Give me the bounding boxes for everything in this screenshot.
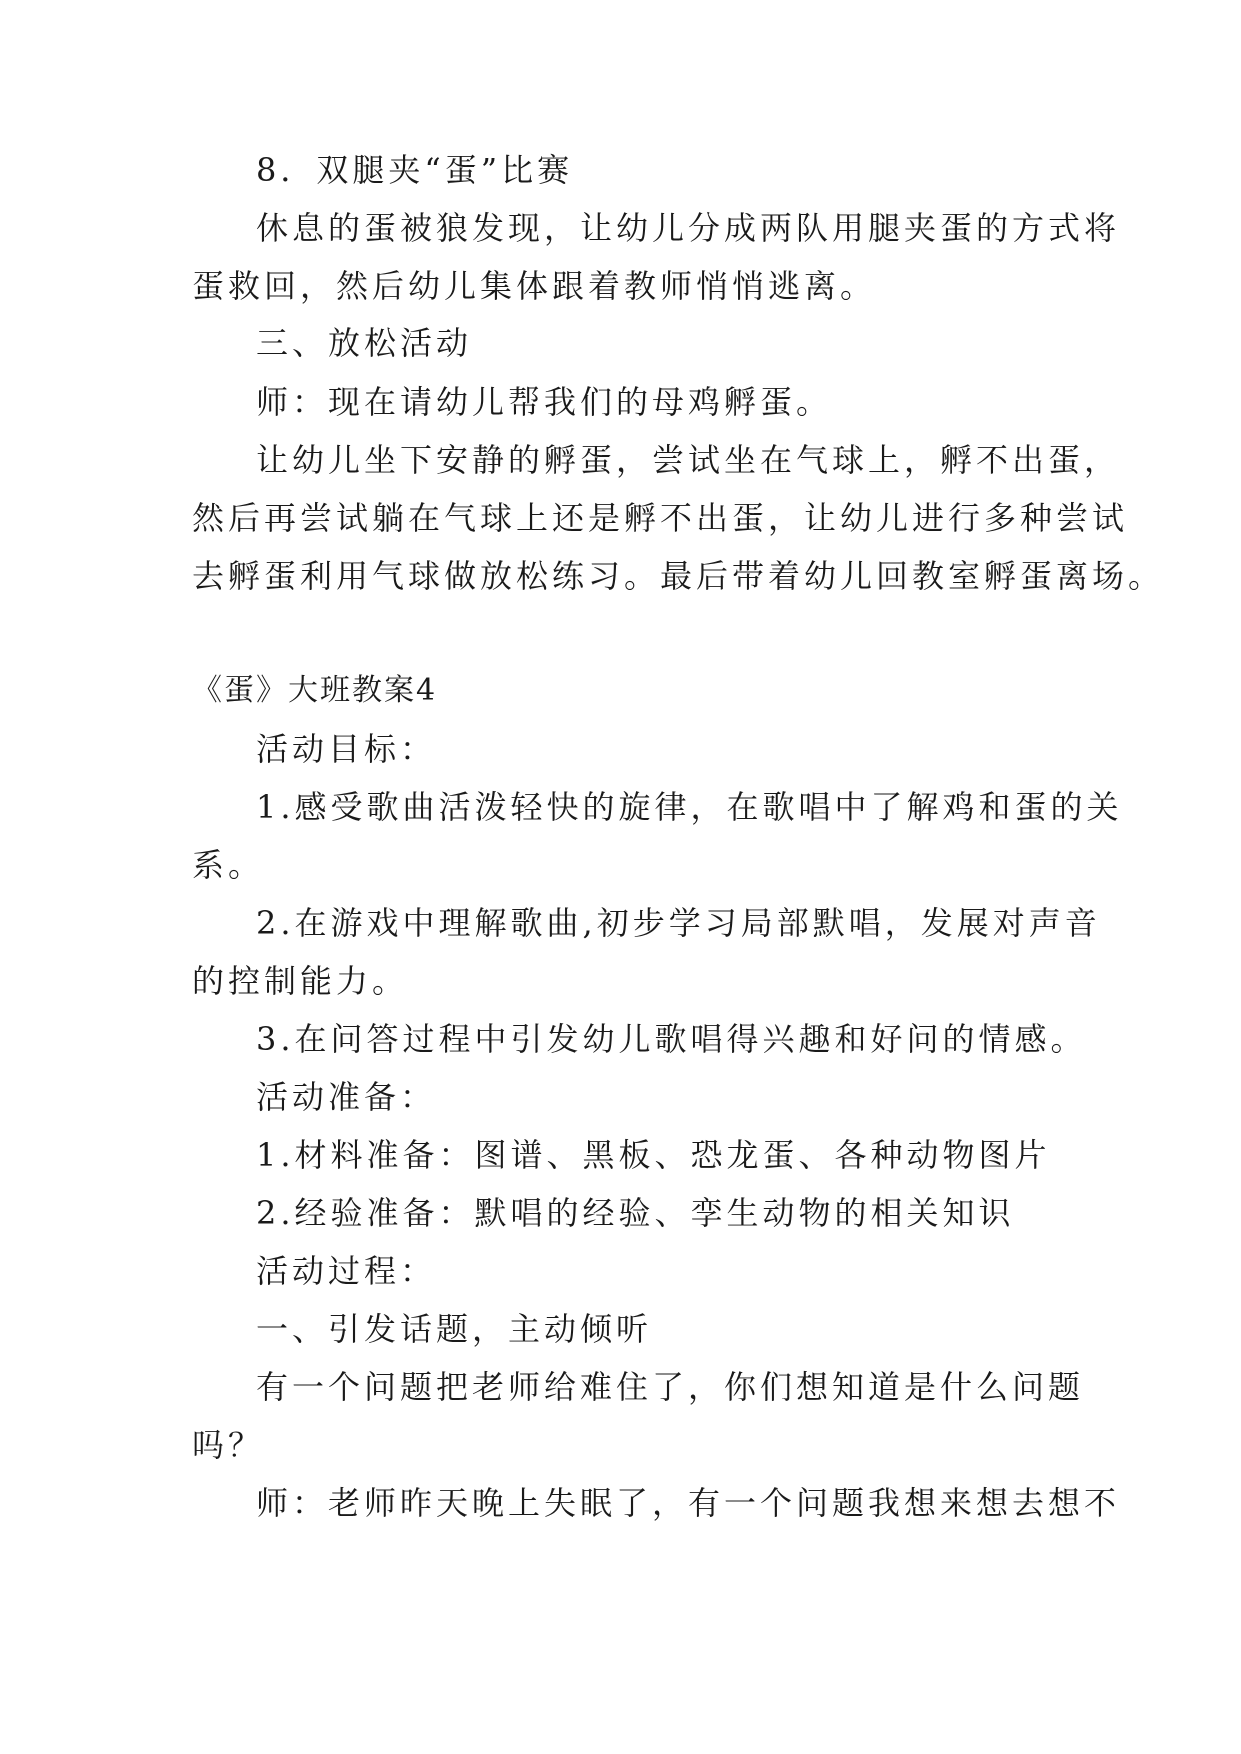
paragraph-line: 让幼儿坐下安静的孵蛋，尝试坐在气球上，孵不出蛋， [256, 441, 1121, 479]
section-heading: 活动目标： [256, 730, 437, 768]
paragraph-line: 然后再尝试躺在气球上还是孵不出蛋，让幼儿进行多种尝试 [192, 499, 1129, 537]
list-item: 1.感受歌曲活泼轻快的旋律，在歌唱中了解鸡和蛋的关 [256, 788, 1123, 826]
list-item: 3.在问答过程中引发幼儿歌唱得兴趣和好问的情感。 [256, 1020, 1087, 1058]
list-item: 2.在游戏中理解歌曲,初步学习局部默唱，发展对声音 [256, 904, 1101, 942]
paragraph-line: 吗？ [192, 1426, 265, 1464]
document-title: 《蛋》大班教案4 [192, 673, 438, 708]
section-heading: 活动过程： [256, 1252, 437, 1290]
paragraph-line: 蛋救回，然后幼儿集体跟着教师悄悄逃离。 [192, 267, 877, 305]
paragraph-line: 师：现在请幼儿帮我们的母鸡孵蛋。 [256, 383, 833, 421]
section-heading: 三、放松活动 [256, 324, 473, 362]
list-item: 1.材料准备：图谱、黑板、恐龙蛋、各种动物图片 [256, 1136, 1051, 1174]
list-item-continuation: 系。 [192, 846, 265, 884]
list-item: 2.经验准备：默唱的经验、孪生动物的相关知识 [256, 1194, 1015, 1232]
list-item-continuation: 的控制能力。 [192, 962, 409, 1000]
paragraph-line: 去孵蛋利用气球做放松练习。最后带着幼儿回教室孵蛋离场。 [192, 557, 1165, 595]
section-heading: 活动准备： [256, 1078, 437, 1116]
section-heading: 一、引发话题，主动倾听 [256, 1310, 653, 1348]
paragraph-line: 有一个问题把老师给难住了，你们想知道是什么问题 [256, 1368, 1085, 1406]
paragraph-line: 师：老师昨天晚上失眠了，有一个问题我想来想去想不 [256, 1484, 1121, 1522]
section-heading: 8．双腿夹“蛋”比赛 [256, 151, 574, 189]
paragraph-line: 休息的蛋被狼发现，让幼儿分成两队用腿夹蛋的方式将 [256, 209, 1121, 247]
